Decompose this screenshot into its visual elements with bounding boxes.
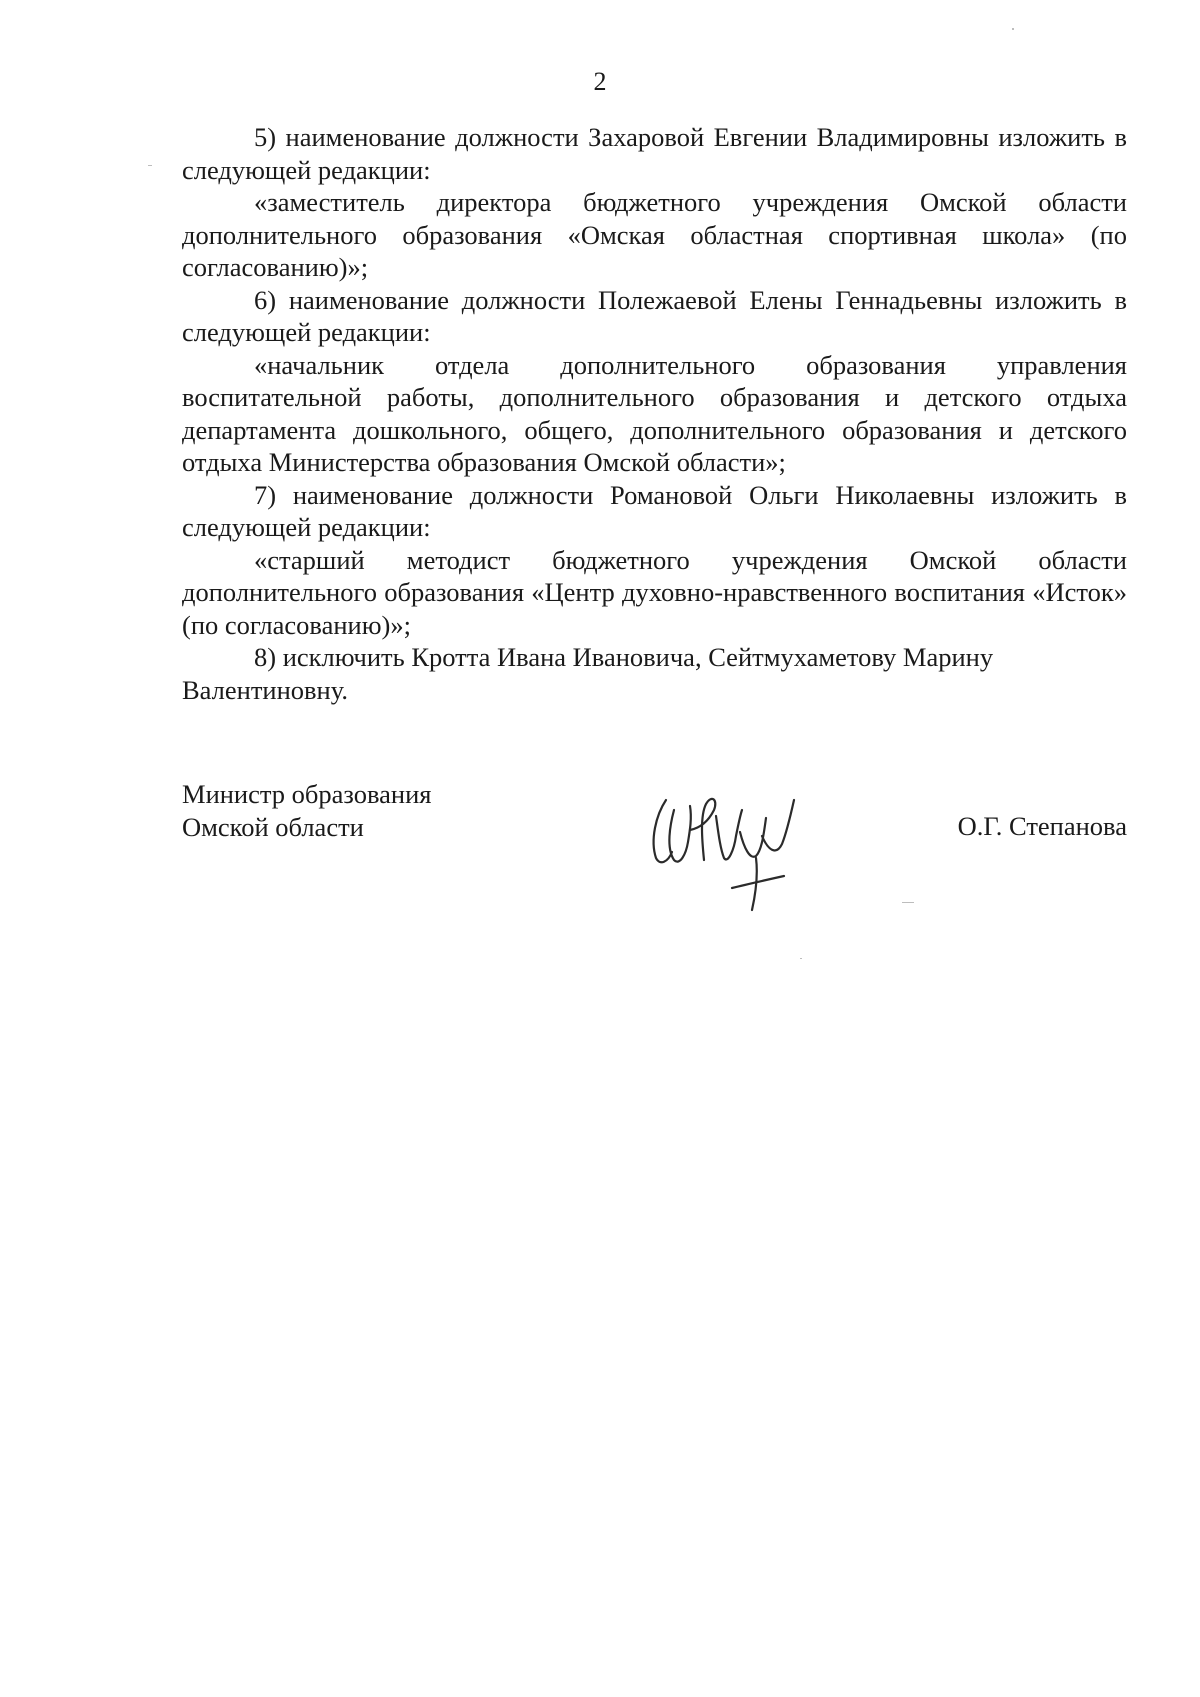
signer-position-line-1: Министр образования xyxy=(182,779,432,809)
paragraph-item-7: 7) наименование должности Романовой Ольги Николаевны изложить в следующей редакции: xyxy=(182,479,1127,542)
paragraph-item-6-text: «начальник отдела дополнительного образования управления воспитательной работы, дополнительного образования и детского отдыха департамента дошкольного, общего, дополнительного образования и детского отдыха Министерства образования Омской области»; xyxy=(182,349,1127,477)
document-body xyxy=(182,121,1127,706)
scan-speck xyxy=(1012,28,1014,30)
handwritten-signature xyxy=(644,770,804,920)
signature-stroke xyxy=(690,799,715,860)
page-number: 2 xyxy=(593,67,607,96)
signature-stroke xyxy=(716,810,742,859)
signer-position xyxy=(182,778,431,843)
paragraph-item-6: 6) наименование должности Полежаевой Елены Геннадьевны изложить в следующей редакции: xyxy=(182,284,1127,347)
paragraph-item-8: 8) исключить Кротта Ивана Ивановича, Сейтмухаметову Марину Валентиновну. xyxy=(182,642,994,705)
signature-stroke xyxy=(732,876,784,888)
signature-stroke xyxy=(762,800,794,850)
signer-position-line-2: Омской области xyxy=(182,811,364,842)
scan-speck xyxy=(148,165,152,166)
paragraph-item-5: 5) наименование должности Захаровой Евгении Владимировны изложить в следующей редакции: xyxy=(182,122,1127,185)
signature-block xyxy=(182,778,1127,938)
paragraph-item-7-text: «старший методист бюджетного учреждения Омской области дополнительного образования «Центр духовно-нравственного воспитания «Исток» (по согласованию)»; xyxy=(182,544,1127,640)
scan-speck xyxy=(902,902,914,903)
signer-name: О.Г. Степанова xyxy=(957,811,1127,841)
paragraph-item-5-text: «заместитель директора бюджетного учреждения Омской области дополнительного образования «Омская областная спортивная школа» (по согласованию)»; xyxy=(182,187,1127,282)
scan-speck xyxy=(800,958,802,959)
